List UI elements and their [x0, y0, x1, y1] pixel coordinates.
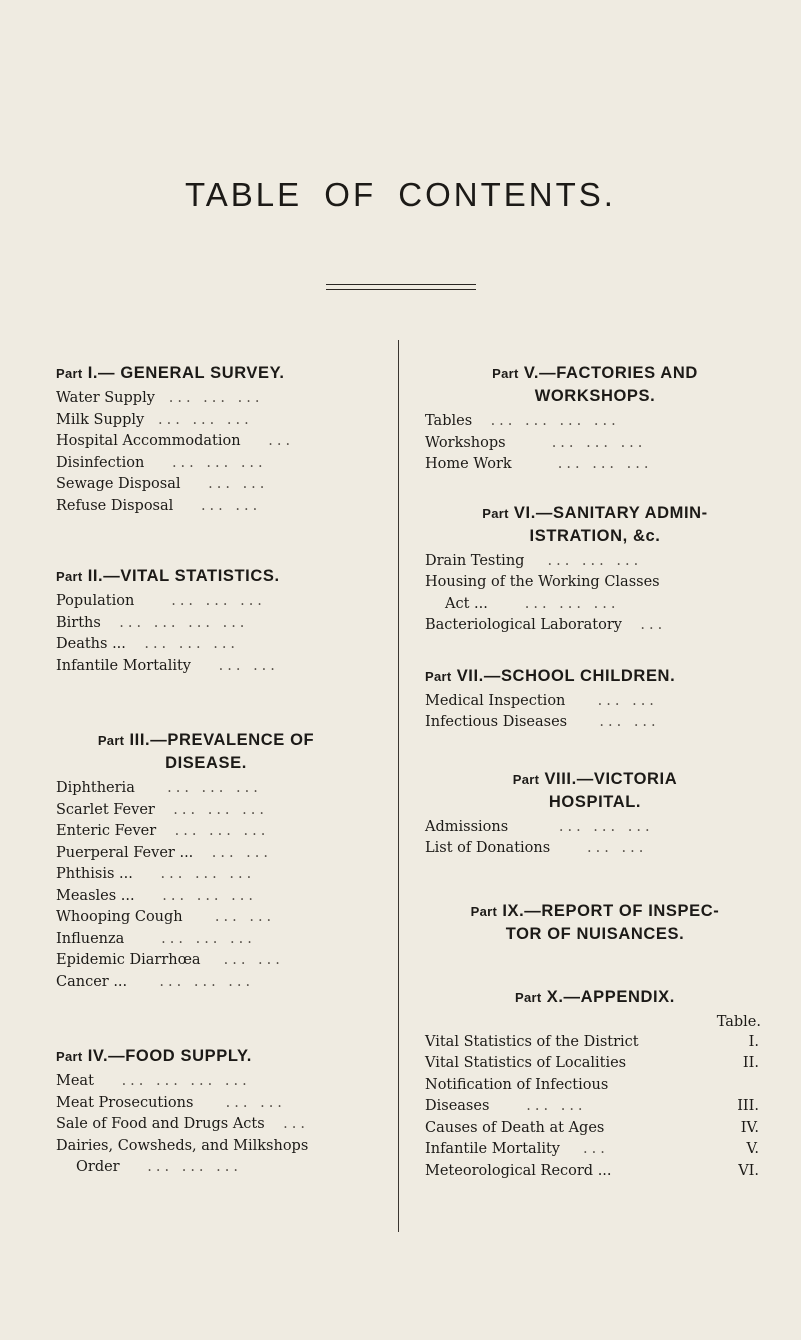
toc-entry-tables[interactable]: Tables ... ... ... ...	[425, 413, 620, 429]
appendix-table-entry[interactable]: Meteorological Record ... VI.	[425, 1161, 765, 1183]
part-1-section	[56, 362, 356, 517]
toc-entry-water-supply[interactable]: Water Supply ... ... ...	[56, 390, 264, 406]
toc-entry-home-work[interactable]: Home Work ... ... ...	[425, 456, 653, 472]
left-column	[56, 362, 356, 1179]
page-title: TABLE OF CONTENTS.	[185, 176, 616, 213]
toc-entry-measles[interactable]: Measles ... ... ... ...	[56, 887, 257, 904]
part-10-section	[425, 986, 765, 1183]
part-2-section	[56, 565, 356, 677]
toc-entry-phthisis[interactable]: Phthisis ... ... ... ...	[56, 866, 256, 882]
toc-entry-births[interactable]: Births ... ... ... ...	[56, 614, 249, 631]
part-9-section	[425, 900, 765, 946]
toc-entry-puerperal-fever[interactable]: Puerperal Fever ... ... ...	[56, 844, 272, 861]
toc-entry-influenza[interactable]: Influenza ... ... ...	[56, 930, 256, 947]
toc-entry-disinfection[interactable]: Disinfection ... ... ...	[56, 454, 267, 471]
appendix-table-entry[interactable]: Vital Statistics of Localities II.	[425, 1053, 765, 1075]
toc-entry-scarlet-fever[interactable]: Scarlet Fever ... ... ...	[56, 801, 268, 818]
appendix-table-entry[interactable]: Vital Statistics of the District I.	[425, 1032, 765, 1054]
toc-entry-workshops[interactable]: Workshops ... ... ...	[425, 434, 647, 451]
part-heading: Part X.—APPENDIX.	[515, 987, 675, 1006]
appendix-table-entry[interactable]: Notification of Infectious Diseases ... ... III.	[425, 1075, 765, 1118]
toc-entry-drain-testing[interactable]: Drain Testing ... ... ...	[425, 552, 643, 569]
part-4-section	[56, 1045, 356, 1179]
toc-entry-epidemic-diarrhoea[interactable]: Epidemic Diarrhœa ... ...	[56, 952, 284, 968]
double-rule-bottom	[326, 289, 476, 290]
toc-entry-admissions[interactable]: Admissions ... ... ...	[425, 818, 654, 835]
part-8-section	[425, 768, 765, 860]
toc-entry-medical-inspection[interactable]: Medical Inspection ... ...	[425, 692, 658, 709]
column-divider	[398, 340, 399, 1232]
toc-entry-sewage-disposal[interactable]: Sewage Disposal ... ...	[56, 476, 269, 492]
table-number: V.	[746, 1141, 759, 1157]
part-heading: Part VI.—SANITARY ADMIN- ISTRATION, &c.	[482, 503, 708, 545]
part-heading: Part III.—PREVALENCE OF DISEASE.	[97, 731, 315, 772]
table-number: IV.	[740, 1119, 759, 1136]
toc-entry-infectious-diseases[interactable]: Infectious Diseases ... ...	[425, 714, 660, 730]
toc-entry-diphtheria[interactable]: Diphtheria ... ... ...	[56, 780, 262, 796]
part-3-section	[56, 729, 356, 993]
toc-entry-refuse-disposal[interactable]: Refuse Disposal ... ...	[56, 497, 262, 514]
toc-entry-meat-prosecutions[interactable]: Meat Prosecutions ... ...	[56, 1094, 286, 1111]
part-heading: Part VII.—SCHOOL CHILDREN.	[425, 666, 676, 685]
toc-entry-dairies-cowsheds-milkshops[interactable]: Dairies, Cowsheds, and Milkshops Order ... ... ...	[56, 1137, 309, 1175]
toc-entry-hospital-accommodation[interactable]: Hospital Accommodation ...	[56, 433, 295, 449]
table-number: III.	[737, 1098, 759, 1114]
toc-entry-cancer[interactable]: Cancer ... ... ... ...	[56, 973, 255, 990]
toc-entry-bacteriological-laboratory[interactable]: Bacteriological Laboratory ...	[425, 617, 667, 633]
toc-entry-deaths[interactable]: Deaths ... ... ... ...	[56, 636, 240, 652]
part-heading: Part V.—FACTORIES AND WORKSHOPS.	[492, 364, 698, 405]
toc-entry-population[interactable]: Population ... ... ...	[56, 593, 266, 609]
toc-entry-sale-of-food-and-drugs-acts[interactable]: Sale of Food and Drugs Acts ...	[56, 1116, 309, 1132]
part-6-section	[425, 502, 765, 637]
appendix-table-entry[interactable]: Infantile Mortality ... V.	[425, 1139, 765, 1161]
table-column-label: Table.	[716, 1013, 761, 1030]
part-heading: Part VIII.—VICTORIA HOSPITAL.	[512, 769, 678, 811]
toc-entry-enteric-fever[interactable]: Enteric Fever ... ... ...	[56, 823, 270, 839]
table-number: I.	[748, 1033, 759, 1050]
table-number: II.	[742, 1055, 759, 1071]
part-heading[interactable]: Part IX.—REPORT OF INSPEC- TOR OF NUISANCES.	[470, 901, 720, 943]
table-number: VI.	[738, 1162, 759, 1179]
toc-entry-milk-supply[interactable]: Milk Supply ... ... ...	[56, 411, 253, 428]
right-column	[425, 362, 765, 1182]
toc-entry-list-of-donations[interactable]: List of Donations ... ...	[425, 840, 648, 856]
part-heading: Part I.— GENERAL SURVEY.	[56, 364, 285, 382]
part-7-section	[425, 665, 765, 734]
part-heading: Part II.—VITAL STATISTICS.	[56, 567, 280, 585]
toc-entry-meat[interactable]: Meat ... ... ... ...	[56, 1073, 251, 1089]
part-heading: Part IV.—FOOD SUPPLY.	[56, 1047, 252, 1065]
double-rule-top	[326, 284, 476, 285]
toc-entry-housing-working-classes-act[interactable]: Housing of the Working Classes Act ... ... ... ...	[425, 574, 660, 612]
toc-entry-infantile-mortality[interactable]: Infantile Mortality ... ...	[56, 657, 279, 674]
part-5-section	[425, 362, 765, 476]
toc-entry-whooping-cough[interactable]: Whooping Cough ... ...	[56, 909, 276, 925]
appendix-table-entry[interactable]: Causes of Death at Ages IV.	[425, 1118, 765, 1140]
